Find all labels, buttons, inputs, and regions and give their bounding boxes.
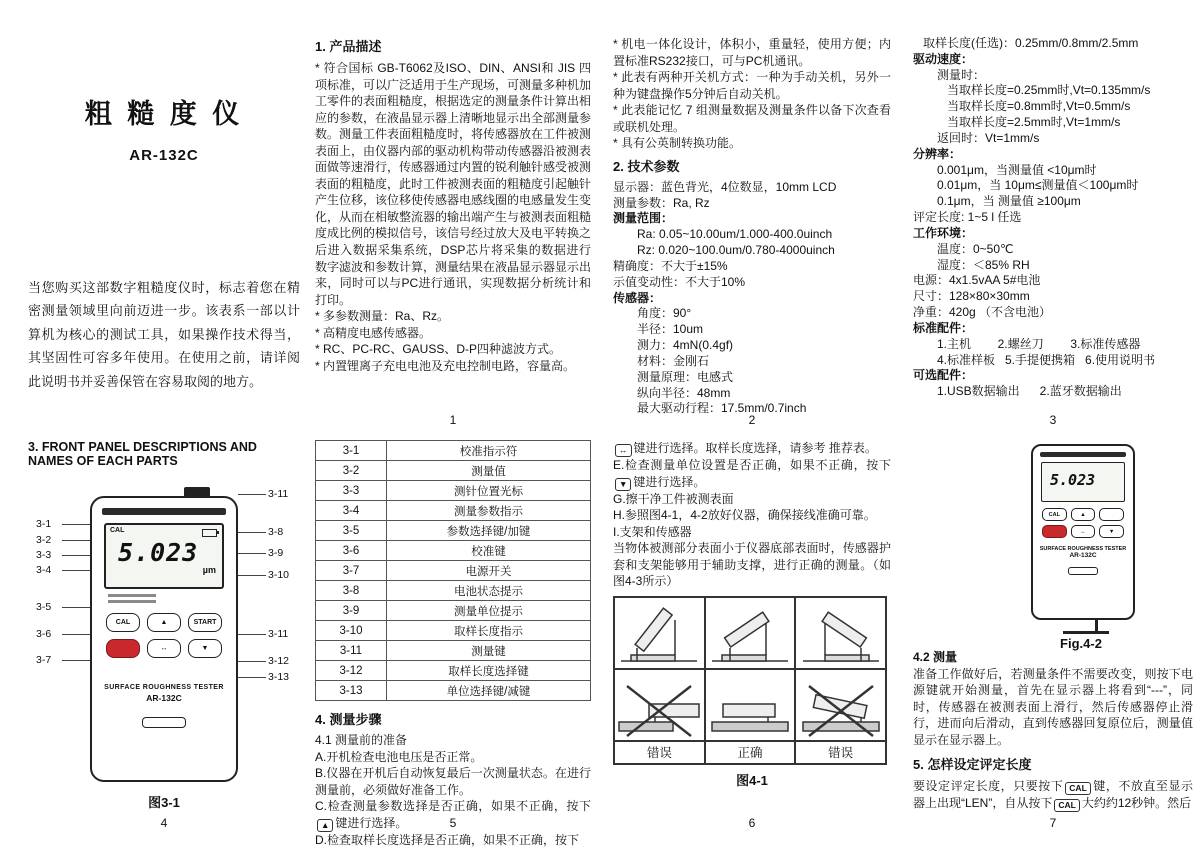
page-number: 5 (449, 816, 457, 830)
callout-label: 3-7 (36, 654, 52, 666)
feature-bullet: * 机电一体化设计，体积小，重量轻，使用方便；内置标准RS232接口，可与PC机通讯。 (613, 37, 891, 68)
page-number: 1 (449, 413, 457, 427)
page-3 (913, 36, 1193, 408)
section-3-heading: 3. FRONT PANEL DESCRIPTIONS AND NAMES OF EACH PARTS (28, 440, 257, 468)
start-button (1099, 508, 1124, 521)
spec-line: 角度：90° (637, 306, 692, 321)
callout-line (62, 634, 90, 635)
part-id: 3-5 (316, 521, 387, 541)
feature-bullet: * 具有公英制转换功能。 (613, 136, 742, 151)
cal-key-icon: CAL (1054, 799, 1079, 812)
unit-select-button: ▼ (188, 639, 222, 658)
lcd-status-bars (108, 594, 220, 603)
part-desc: 单位选择键/减键 (387, 681, 591, 701)
spec-line: 材料：金刚石 (637, 353, 710, 368)
callout-line (62, 540, 90, 541)
part-desc: 测针位置光标 (387, 481, 591, 501)
step-g: G.擦干净工件被测表面 (613, 491, 734, 506)
step-d-continued: ↔ 键进行选择。取样长度选择，请参考 推荐表。 (613, 440, 891, 457)
callout-line (238, 661, 266, 662)
step-a: A.开机检查电池电压是否正常。 (315, 749, 483, 764)
part-desc: 电源开关 (387, 561, 591, 581)
lcd-unit-label: µm (202, 565, 216, 575)
part-desc: 校准指示符 (387, 441, 591, 461)
start-button: START (188, 613, 222, 632)
section-4-heading: 4. 测量步骤 (315, 712, 382, 727)
part-id: 3-12 (316, 661, 387, 681)
device-brand-text: SURFACE ROUGHNESS TESTER AR-132C (104, 684, 224, 703)
figure-3-1-caption: 图3-1 (148, 795, 180, 810)
table-row (316, 521, 591, 541)
page-number: 3 (1049, 413, 1057, 427)
step-b: B.仪器在开机后自动恢复最后一次测量状态。在进行测量前，必须做好准备工作。 (315, 766, 591, 797)
part-desc: 测量值 (387, 461, 591, 481)
parts-table (315, 440, 591, 701)
lcd-measurement-value: 5.023 (118, 538, 199, 567)
subsection-4-1: 4.1 测量前的准备 (315, 733, 408, 747)
spec-line: 测量范围： (613, 211, 674, 226)
table-row (316, 481, 591, 501)
param-select-button: ▲ (147, 613, 181, 632)
callout-label: 3-5 (36, 601, 52, 613)
spec-line: Ra: 0.05~10.00um/1.000-400.0uinch (637, 227, 833, 242)
spec-line: 0.1μm，当 测量值 ≥100μm (937, 194, 1081, 209)
table-row (316, 501, 591, 521)
callout-line (238, 553, 266, 554)
feature-bullet: * 多参数测量：Ra、Rz。 (315, 309, 450, 324)
table-row (316, 541, 591, 561)
model-number: AR-132C (129, 147, 199, 164)
unit-select-key-icon: ▼ (615, 478, 631, 491)
callout-label: 3-1 (36, 518, 52, 530)
callout-label: 3-9 (268, 547, 284, 559)
callout-line (238, 634, 266, 635)
length-select-button: ↔ (1071, 525, 1096, 538)
table-row (316, 441, 591, 461)
figure-label-wrong: 错误 (795, 741, 886, 764)
table-row (316, 461, 591, 481)
unit-select-button: ▼ (1099, 525, 1124, 538)
step-h: H.参照图4-1，4-2放好仪器，确保接线准确可靠。 (613, 508, 876, 523)
device-top-band (102, 508, 226, 515)
table-row (316, 561, 591, 581)
spec-line: 分辨率： (913, 146, 962, 161)
section-1-heading: 1. 产品描述 (315, 39, 382, 54)
calibration-indicator: CAL (110, 527, 125, 534)
part-desc: 取样长度指示 (387, 621, 591, 641)
power-button (106, 639, 140, 658)
feature-bullet: * 高精度电感传感器。 (315, 325, 432, 340)
spec-line: 湿度：＜85% RH (937, 257, 1030, 272)
callout-line (62, 660, 90, 661)
step-d: D.检查取样长度选择是否正确，如果不正确，按下 (315, 833, 580, 848)
page-2 (613, 36, 891, 416)
part-id: 3-1 (316, 441, 387, 461)
length-select-key-icon: ↔ (615, 444, 632, 457)
callout-line (238, 677, 266, 678)
spec-line: 纵向半径：48mm (637, 385, 731, 400)
cal-button: CAL (1042, 508, 1067, 521)
param-select-button: ▲ (1071, 508, 1096, 521)
table-row (316, 621, 591, 641)
table-row (316, 581, 591, 601)
spec-line: 当取样长度=2.5mm时,Vt=1mm/s (947, 115, 1121, 130)
spec-line: 温度：0~50℃ (937, 241, 1014, 256)
part-id: 3-6 (316, 541, 387, 561)
part-desc: 电池状态提示 (387, 581, 591, 601)
part-id: 3-7 (316, 561, 387, 581)
stand-setup-wrong-left-illustration (614, 597, 705, 669)
table-row (316, 601, 591, 621)
table-row (316, 641, 591, 661)
callout-line (238, 532, 266, 533)
spec-line: 测量时： (937, 67, 986, 82)
lcd-display (104, 523, 224, 589)
spec-line: 4.标准样板 5.手提便携箱 6.使用说明书 (937, 352, 1156, 367)
keypad (106, 613, 222, 658)
spec-line: 0.001μm，当测量值 <10μm时 (937, 162, 1097, 177)
feature-bullet: * RC、PC-RC、GAUSS、D-P四种滤波方式。 (315, 342, 562, 357)
page-4 (28, 440, 300, 816)
callout-label: 3-13 (268, 671, 290, 683)
cover-page (28, 40, 300, 435)
power-button (1042, 525, 1067, 538)
callout-line (62, 570, 90, 571)
part-desc: 取样长度选择键 (387, 661, 591, 681)
lcd-measurement-value: 5.023 (1050, 471, 1096, 489)
device-photo (1031, 444, 1135, 620)
part-id: 3-8 (316, 581, 387, 601)
part-desc: 测量键 (387, 641, 591, 661)
callout-line (238, 494, 266, 495)
cal-button: CAL (106, 613, 140, 632)
spec-line: 示值变动性：不大于10% (613, 274, 746, 289)
stylus-slot (142, 717, 186, 728)
callout-line (62, 524, 90, 525)
device-brand-text: SURFACE ROUGHNESS TESTER AR-132C (1039, 546, 1127, 559)
spec-line: 半径：10um (637, 322, 704, 337)
spec-line: 测力：4mN(0.4gf) (637, 338, 734, 353)
manual-title: 粗 糙 度 仪 (84, 99, 244, 129)
figure-4-2 (913, 440, 1193, 650)
page-number: 6 (748, 816, 756, 830)
page-1 (315, 36, 591, 408)
callout-line (238, 575, 266, 576)
device-body (90, 496, 238, 782)
stylus-slot (1068, 567, 1098, 575)
step-i: I.支架和传感器 (613, 524, 692, 539)
spec-line: 精确度：不大于±15% (613, 258, 728, 273)
spec-line: 尺寸：128×80×30mm (913, 289, 1030, 304)
lcd-display (1041, 462, 1125, 502)
callout-label: 3-2 (36, 534, 52, 546)
part-desc: 校准键 (387, 541, 591, 561)
part-id: 3-13 (316, 681, 387, 701)
param-select-key-icon: ▲ (317, 819, 333, 832)
feature-bullet: * 此表有两种开关机方式：一种为手动关机，另外一种为键盘操作5分钟后自动关机。 (613, 70, 891, 101)
spec-line: 可选配件： (913, 368, 974, 383)
spec-line: 取样长度(任选)：0.25mm/0.8mm/2.5mm (923, 36, 1139, 50)
page-6 (613, 440, 891, 816)
spec-line: 电源：4x1.5vAA 5#电池 (913, 273, 1041, 288)
part-desc: 参数选择键/加键 (387, 521, 591, 541)
battery-icon (202, 529, 217, 537)
part-id: 3-9 (316, 601, 387, 621)
part-desc: 测量单位提示 (387, 601, 591, 621)
spec-line: 1.USB数据输出 2.蓝牙数据输出 (937, 384, 1122, 399)
device-top-band (1040, 452, 1126, 457)
spec-line: 评定长度: 1~5 l 任选 (913, 210, 1022, 225)
step-e: E.检查测量单位设置是否正确，如果不正确，按下▼ 键进行选择。 (613, 458, 891, 489)
callout-line (62, 607, 90, 608)
part-id: 3-2 (316, 461, 387, 481)
section-2-heading: 2. 技术参数 (613, 158, 680, 174)
page-number: 2 (748, 413, 756, 427)
spec-line: 0.01μm，当 10μm≤测量值＜100μm时 (937, 178, 1139, 193)
spec-line: 当取样长度=0.25mm时,Vt=0.135mm/s (947, 83, 1151, 98)
support-paragraph: 当物体被测部分表面小于仪器底部表面时，传感器护套和支架能够用于辅助支撑，进行正确的测量。（如图4-3所示） (613, 541, 891, 589)
table-row (316, 681, 591, 701)
spec-line: 显示器：蓝色背光，4位数显，10mm LCD (613, 179, 837, 194)
part-id: 3-10 (316, 621, 387, 641)
feature-bullet: * 此表能记忆 7 组测量数据及测量条件以备下次查看或联机处理。 (613, 103, 891, 134)
callout-label: 3-3 (36, 549, 52, 561)
part-id: 3-11 (316, 641, 387, 661)
product-description: * 符合国标 GB-T6062及ISO、DIN、ANSI和 JIS 四项标准，可以广泛适用于生产现场，可测量多种机加工零件的表面粗糙度，根据选定的测量条件计算出相应的参数，在液晶显示器上清晰地显示出全部测量参数。测量工件表面粗糙度时，将传感器放在工件被测表面上，由仪器内部的驱动机构带动传感器沿被测表面做等速滑行，传感器通过内置的锐利触针感受被测表面的粗糙度，此时工件被测表面的粗糙度引起触针产生位移，该位移使传感器电感线圈的电感量发生变化，从而在相敏整流器的输出端产生与被测表面粗糙度成比例的模拟信号，该信号经过放大及电平转换之后进入数据采集系统，DSP芯片将采集的数据进行数字滤波和参数计算，测量结果在液晶显示器显示出来，同时可以与PC进行通讯，实现数据分析统计和打印。 (315, 61, 592, 307)
callout-label: 3-8 (268, 526, 284, 538)
part-desc: 测量参数指示 (387, 501, 591, 521)
table-row (316, 661, 591, 681)
spec-line: 最大驱动行程：17.5mm/0.7inch (637, 401, 807, 416)
callout-label: 3-4 (36, 564, 52, 576)
spec-line: 返回时：Vt=1mm/s (937, 130, 1040, 145)
placement-wrong-right-illustration (795, 669, 886, 741)
spec-line: 驱动速度： (913, 51, 974, 66)
spec-line: 测量原理：电感式 (637, 369, 734, 384)
spec-line: 标准配件： (913, 320, 974, 335)
figure-4-2-caption: Fig.4-2 (1060, 636, 1102, 651)
callout-label: 3-10 (268, 569, 290, 581)
feature-bullet: * 内置锂离子充电电池及充电控制电路，容量高。 (315, 358, 576, 373)
page-7 (913, 440, 1193, 816)
placement-correct-illustration (705, 669, 796, 741)
callout-label: 3-11 (268, 628, 289, 640)
spec-line: Rz: 0.020~100.0um/0.780-4000uinch (637, 243, 835, 258)
callout-line (62, 555, 90, 556)
callout-label: 3-12 (268, 655, 290, 667)
figure-label-correct: 正确 (705, 741, 796, 764)
spec-line: 测量参数：Ra, Rz (613, 195, 710, 210)
page-number: 4 (160, 816, 168, 830)
cal-key-icon: CAL (1065, 782, 1090, 795)
step-c: C.检查测量参数选择是否正确，如果不正确，按下▲ 键进行选择。 (315, 799, 591, 831)
sensor-probe-base (1063, 631, 1109, 634)
spec-line: 1.主机 2.螺丝刀 3.标准传感器 (937, 336, 1141, 351)
cover-intro-paragraph: 当您购买这部数字粗糙度仪时，标志着您在精密测量领域里向前迈进一步。该表系一部以计算机为核心的测试工具，如果操作技术得当，其坚固性可容多年使用。在使用之前，请详阅此说明书并妥善保管在容易取阅的地方。 (28, 280, 300, 389)
page-5 (315, 440, 591, 848)
figure-label-wrong: 错误 (614, 741, 705, 764)
stand-setup-wrong-right-illustration (795, 597, 886, 669)
length-select-button: ↔ (147, 639, 181, 658)
subsection-4-2: 4.2 测量 (913, 650, 958, 664)
spec-line: 工作环境： (913, 225, 974, 240)
stand-setup-correct-illustration (705, 597, 796, 669)
keypad (1042, 508, 1124, 538)
placement-wrong-left-illustration (614, 669, 705, 741)
spec-line: 净重：420g （不含电池） (913, 305, 1052, 320)
measurement-paragraph: 准备工作做好后，若测量条件不需要改变，则按下电源键就开始测量，首先在显示器上将看到“---”，同时，传感器在被测表面上滑行，然后传感器停止滑行，进而向后滑动，直到传感器回复原位后，测量值显示在显示器上。 (913, 666, 1193, 748)
part-id: 3-3 (316, 481, 387, 501)
callout-label: 3-6 (36, 628, 52, 640)
spec-line: 传感器： (613, 290, 662, 305)
part-id: 3-4 (316, 501, 387, 521)
figure-4-1-caption: 图4-1 (736, 772, 768, 788)
front-panel-diagram (90, 496, 238, 782)
callout-label: 3-11 (268, 488, 289, 500)
page-number: 7 (1049, 816, 1057, 830)
spec-line: 当取样长度=0.8mm时,Vt=0.5mm/s (947, 99, 1131, 114)
section-5-heading: 5. 怎样设定评定长度 (913, 756, 1032, 772)
figure-4-1 (613, 596, 887, 765)
evaluation-length-paragraph: 要设定评定长度，只要按下 CAL 键，不放直至显示器上出现“LEN”，自从按下 CAL 大约约12秒钟。然后 (913, 778, 1193, 810)
